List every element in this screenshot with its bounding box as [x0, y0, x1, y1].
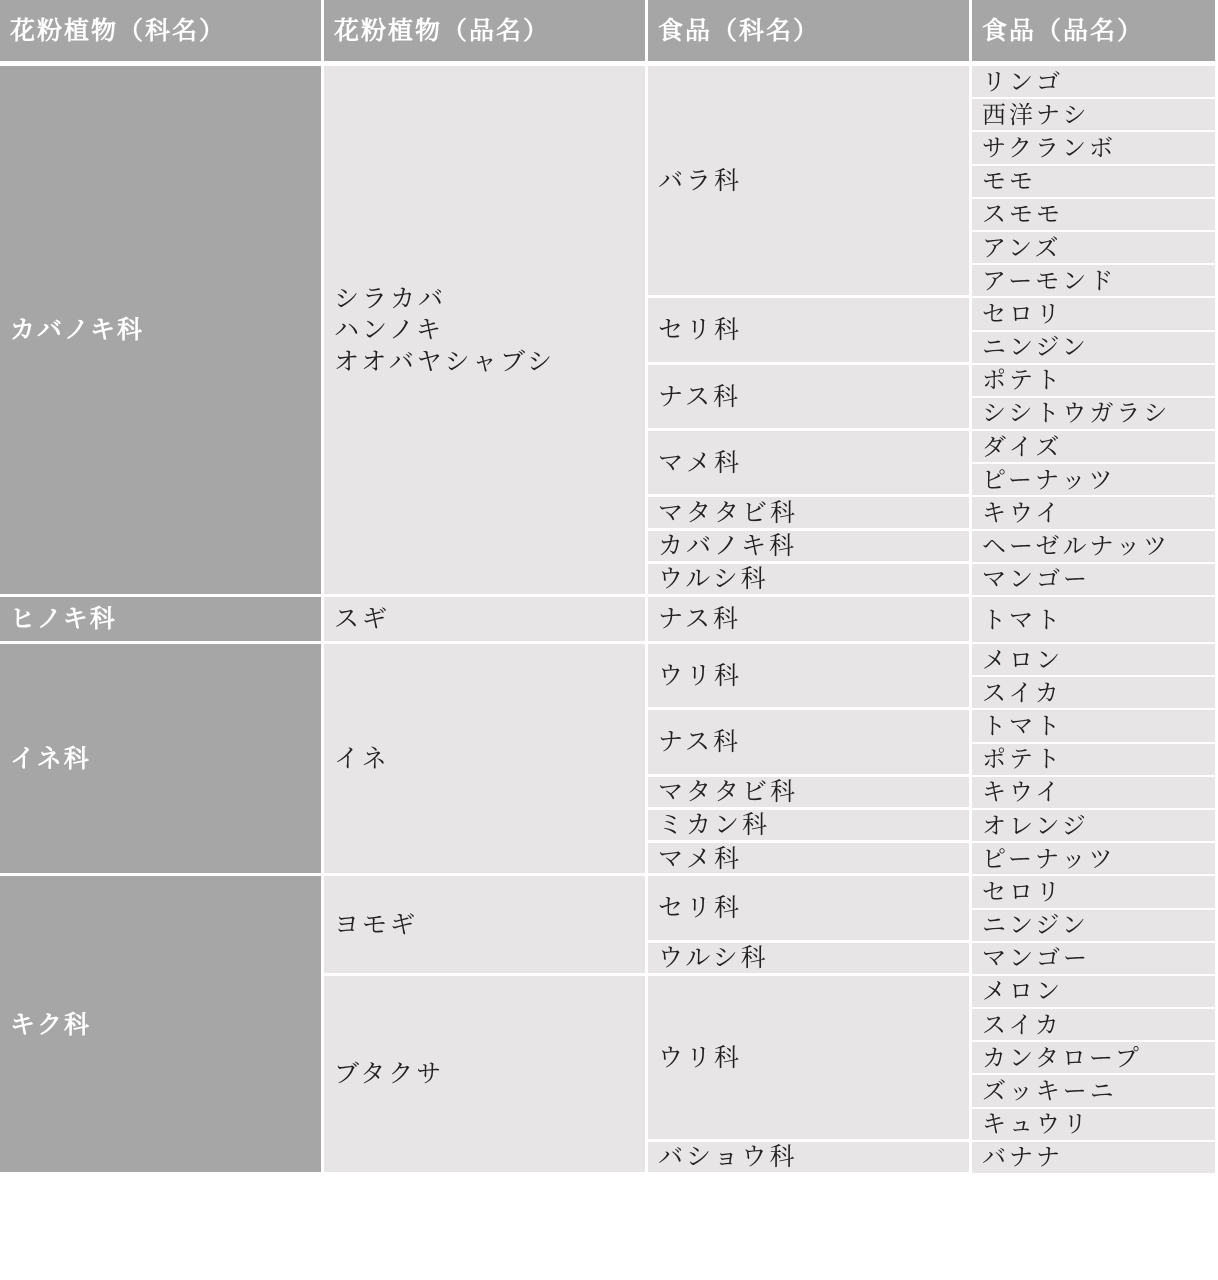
food-family: セリ科	[648, 298, 972, 364]
food-item: トマト	[972, 597, 1215, 644]
food-item: メロン	[972, 976, 1215, 1009]
pollen-plant-names: イネ	[324, 644, 648, 876]
pollen-family: キク科	[0, 876, 324, 1175]
food-item: ニンジン	[972, 332, 1215, 365]
food-item: ダイズ	[972, 431, 1215, 464]
food-item: ヘーゼルナッツ	[972, 531, 1215, 564]
food-item: オレンジ	[972, 810, 1215, 843]
food-family: ウリ科	[648, 644, 972, 710]
food-item: セロリ	[972, 298, 1215, 331]
food-item: アンズ	[972, 232, 1215, 265]
food-item: トマト	[972, 710, 1215, 743]
food-family: ウリ科	[648, 976, 972, 1142]
food-item: ピーナッツ	[972, 843, 1215, 876]
food-family: ナス科	[648, 365, 972, 431]
food-item: 西洋ナシ	[972, 99, 1215, 132]
food-item: シシトウガラシ	[972, 398, 1215, 431]
column-header: 食品（科名）	[648, 0, 972, 66]
pollen-plant-names: ヨモギ	[324, 876, 648, 976]
column-header: 食品（品名）	[972, 0, 1215, 66]
column-header: 花粉植物（科名）	[0, 0, 324, 66]
food-item: ズッキーニ	[972, 1075, 1215, 1108]
food-item: スイカ	[972, 677, 1215, 710]
pollen-family: ヒノキ科	[0, 597, 324, 644]
food-item: カンタロープ	[972, 1042, 1215, 1075]
pollen-plant-names: シラカバ ハンノキ オオバヤシャブシ	[324, 66, 648, 597]
column-header: 花粉植物（品名）	[324, 0, 648, 66]
food-family: マメ科	[648, 431, 972, 497]
food-item: キウイ	[972, 777, 1215, 810]
food-item: サクランボ	[972, 132, 1215, 165]
food-item: ニンジン	[972, 910, 1215, 943]
food-item: セロリ	[972, 876, 1215, 909]
food-family: ナス科	[648, 597, 972, 644]
food-family: カバノキ科	[648, 531, 972, 564]
food-family: マタタビ科	[648, 777, 972, 810]
food-item: リンゴ	[972, 66, 1215, 99]
food-family: バラ科	[648, 66, 972, 298]
food-item: ポテト	[972, 744, 1215, 777]
food-item: スモモ	[972, 199, 1215, 232]
pollen-family: カバノキ科	[0, 66, 324, 597]
food-family: バショウ科	[648, 1142, 972, 1175]
food-item: ポテト	[972, 365, 1215, 398]
food-item: モモ	[972, 166, 1215, 199]
food-family: セリ科	[648, 876, 972, 942]
food-family: ウルシ科	[648, 564, 972, 597]
food-item: アーモンド	[972, 265, 1215, 298]
food-family: ミカン科	[648, 810, 972, 843]
food-item: バナナ	[972, 1142, 1215, 1175]
food-family: マメ科	[648, 843, 972, 876]
food-family: ウルシ科	[648, 943, 972, 976]
food-family: ナス科	[648, 710, 972, 776]
pollen-plant-names: ブタクサ	[324, 976, 648, 1175]
food-item: マンゴー	[972, 943, 1215, 976]
food-item: ピーナッツ	[972, 464, 1215, 497]
pollen-family: イネ科	[0, 644, 324, 876]
food-item: スイカ	[972, 1009, 1215, 1042]
food-item: キュウリ	[972, 1109, 1215, 1142]
food-item: キウイ	[972, 497, 1215, 530]
pollen-plant-names: スギ	[324, 597, 648, 644]
food-item: メロン	[972, 644, 1215, 677]
food-family: マタタビ科	[648, 497, 972, 530]
food-item: マンゴー	[972, 564, 1215, 597]
